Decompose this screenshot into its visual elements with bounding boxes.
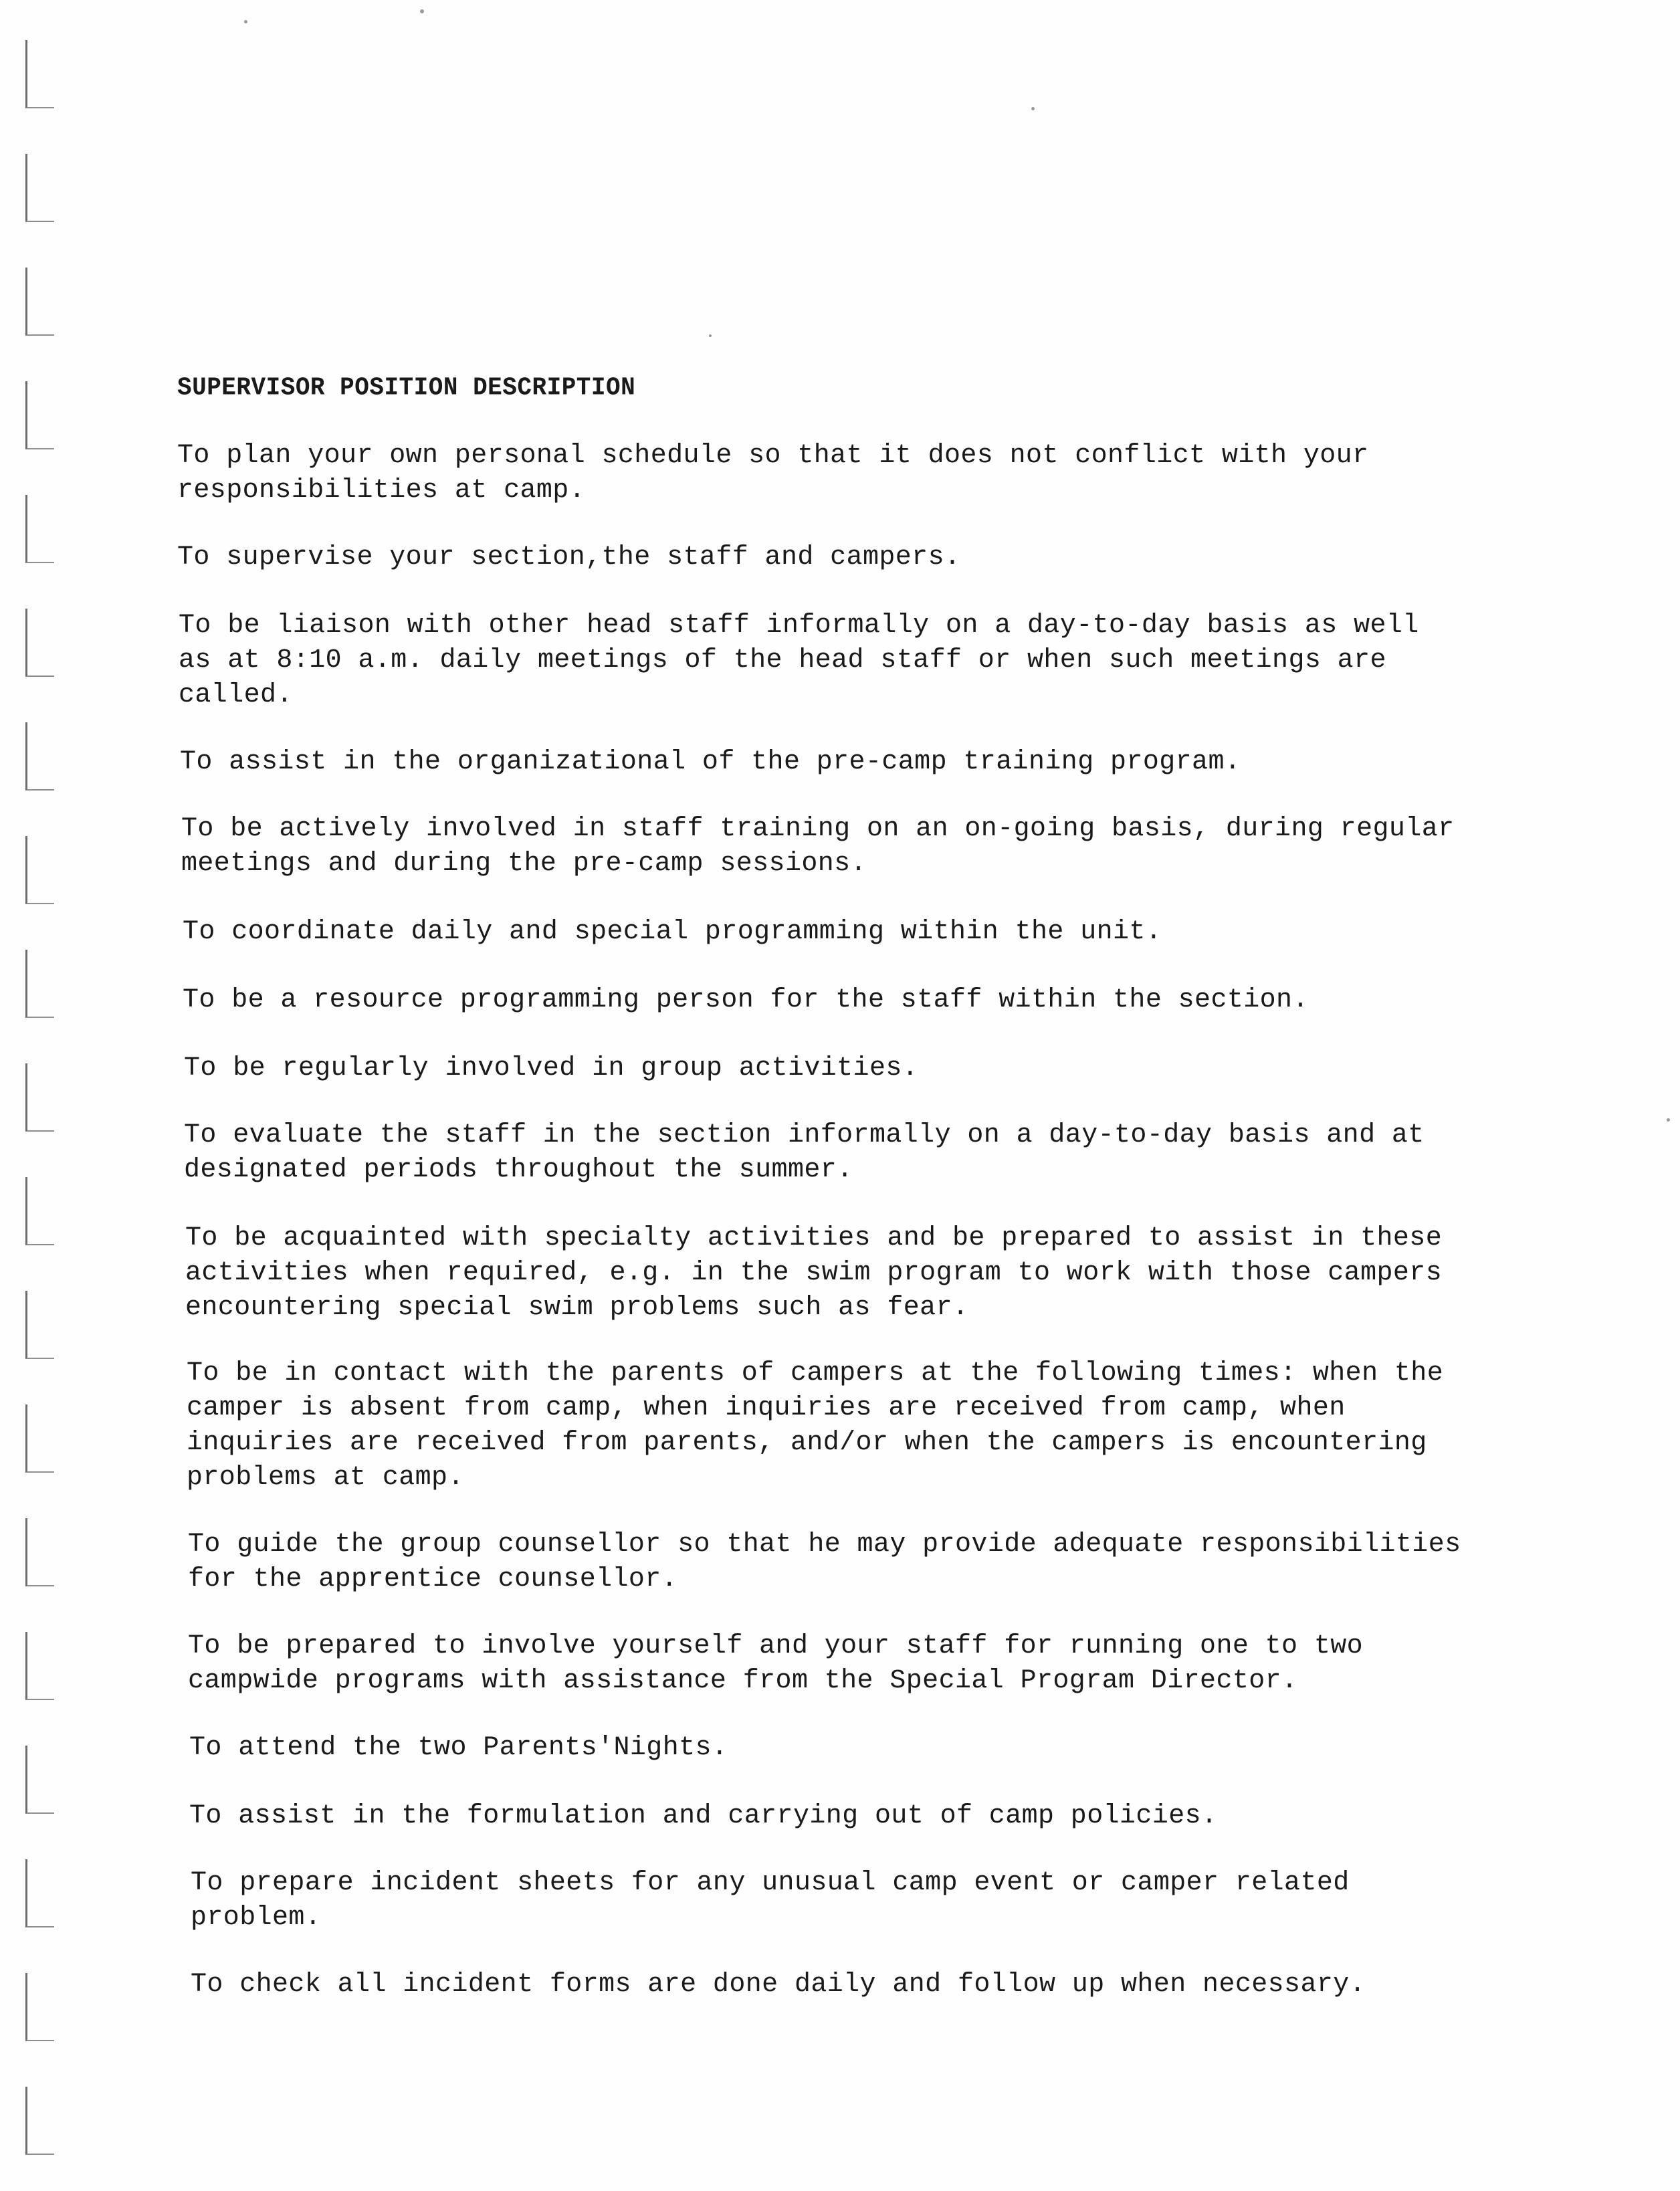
- binding-mark: [25, 154, 54, 222]
- binding-mark: [25, 609, 54, 677]
- paragraph-evaluate-staff: [184, 1118, 1425, 1188]
- binding-mark: [25, 495, 54, 563]
- paragraph-line: To coordinate daily and special programming within the unit.: [183, 917, 1162, 947]
- paragraph-incident-sheets: [191, 1866, 1350, 1936]
- paragraph-specialty-activities: [185, 1221, 1442, 1326]
- binding-hole-marks: [13, 27, 54, 2167]
- paragraph-line: To be liaison with other head staff informally on a day-to-day basis as well: [179, 611, 1419, 641]
- binding-mark: [25, 1177, 54, 1245]
- paragraph-line: problem.: [191, 1903, 322, 1933]
- paragraph-line: To be regularly involved in group activities.: [184, 1053, 919, 1083]
- paragraph-line: as at 8:10 a.m. daily meetings of the head staff or when such meetings are: [179, 645, 1386, 675]
- binding-mark: [25, 836, 54, 904]
- paragraph-camp-policies: [189, 1799, 1217, 1834]
- paragraph-pre-camp-training: [180, 745, 1241, 780]
- document-title: SUPERVISOR POSITION DESCRIPTION: [177, 373, 636, 403]
- paragraph-check-incident-forms: [191, 1968, 1366, 2002]
- binding-mark: [25, 1291, 54, 1359]
- paragraph-parent-contact: [187, 1356, 1443, 1495]
- paragraph-resource-person: [183, 983, 1309, 1018]
- paragraph-line: problems at camp.: [187, 1463, 464, 1493]
- paragraph-line: To attend the two Parents'Nights.: [189, 1733, 728, 1763]
- paragraph-line: To be a resource programming person for the staff within the section.: [183, 985, 1309, 1015]
- binding-mark: [25, 1973, 54, 2041]
- paragraph-group-activities: [184, 1051, 918, 1086]
- scan-speck: [420, 9, 424, 13]
- scan-speck: [244, 20, 247, 23]
- binding-mark: [25, 40, 54, 108]
- paragraph-line: To be acquainted with specialty activities and be prepared to assist in these: [185, 1223, 1443, 1253]
- paragraph-line: designated periods throughout the summer.: [184, 1155, 853, 1185]
- binding-mark: [25, 1404, 54, 1473]
- binding-mark: [25, 2087, 54, 2155]
- binding-mark: [25, 1746, 54, 1814]
- paragraph-line: To be in contact with the parents of campers at the following times: when the: [187, 1358, 1444, 1388]
- paragraph-line: To prepare incident sheets for any unusual camp event or camper related: [191, 1868, 1350, 1898]
- paragraph-line: To assist in the organizational of the pre-camp training program.: [180, 747, 1241, 777]
- paragraph-line: camper is absent from camp, when inquiries are received from camp, when: [187, 1393, 1346, 1423]
- paragraph-line: To assist in the formulation and carrying out of camp policies.: [189, 1801, 1218, 1831]
- paragraph-line: To be actively involved in staff training on an on-going basis, during regular: [181, 814, 1455, 844]
- paragraph-line: inquiries are received from parents, and/or when the campers is encountering: [187, 1428, 1427, 1458]
- binding-mark: [25, 1518, 54, 1586]
- paragraph-line: encountering special swim problems such as fear.: [185, 1293, 969, 1323]
- binding-mark: [25, 381, 54, 449]
- paragraph-line: meetings and during the pre-camp sessions.: [181, 849, 867, 879]
- paragraph-guide-counsellor: [188, 1528, 1461, 1597]
- paragraph-line: for the apprentice counsellor.: [188, 1564, 678, 1594]
- paragraph-liaison: [179, 609, 1419, 713]
- binding-mark: [25, 950, 54, 1018]
- binding-mark: [25, 1063, 54, 1132]
- paragraph-personal-schedule: [177, 439, 1369, 508]
- binding-mark: [25, 268, 54, 336]
- paragraph-parents-nights: [189, 1731, 728, 1766]
- paragraph-line: To evaluate the staff in the section informally on a day-to-day basis and at: [184, 1120, 1425, 1150]
- paragraph-coordinate-programming: [183, 915, 1162, 950]
- scan-speck: [1031, 107, 1035, 110]
- binding-mark: [25, 1632, 54, 1700]
- paragraph-line: campwide programs with assistance from the Special Program Director.: [188, 1666, 1298, 1696]
- paragraph-line: To supervise your section,the staff and campers.: [177, 542, 961, 572]
- scan-speck: [709, 334, 712, 337]
- scan-speck: [1667, 1118, 1670, 1122]
- paragraph-staff-training: [181, 812, 1455, 881]
- binding-mark: [25, 722, 54, 791]
- paragraph-line: To be prepared to involve yourself and your staff for running one to two: [188, 1631, 1364, 1661]
- binding-mark: [25, 1859, 54, 1927]
- paragraph-supervise-section: [177, 540, 960, 575]
- paragraph-line: To check all incident forms are done daily and follow up when necessary.: [191, 1970, 1366, 2000]
- paragraph-line: To guide the group counsellor so that he may provide adequate responsibilities: [188, 1530, 1461, 1560]
- paragraph-line: activities when required, e.g. in the swim program to work with those campers: [185, 1258, 1443, 1288]
- paragraph-line: called.: [179, 680, 293, 710]
- paragraph-campwide-programs: [188, 1629, 1363, 1699]
- paragraph-line: To plan your own personal schedule so that it does not conflict with your: [177, 441, 1369, 471]
- paragraph-line: responsibilities at camp.: [177, 476, 586, 506]
